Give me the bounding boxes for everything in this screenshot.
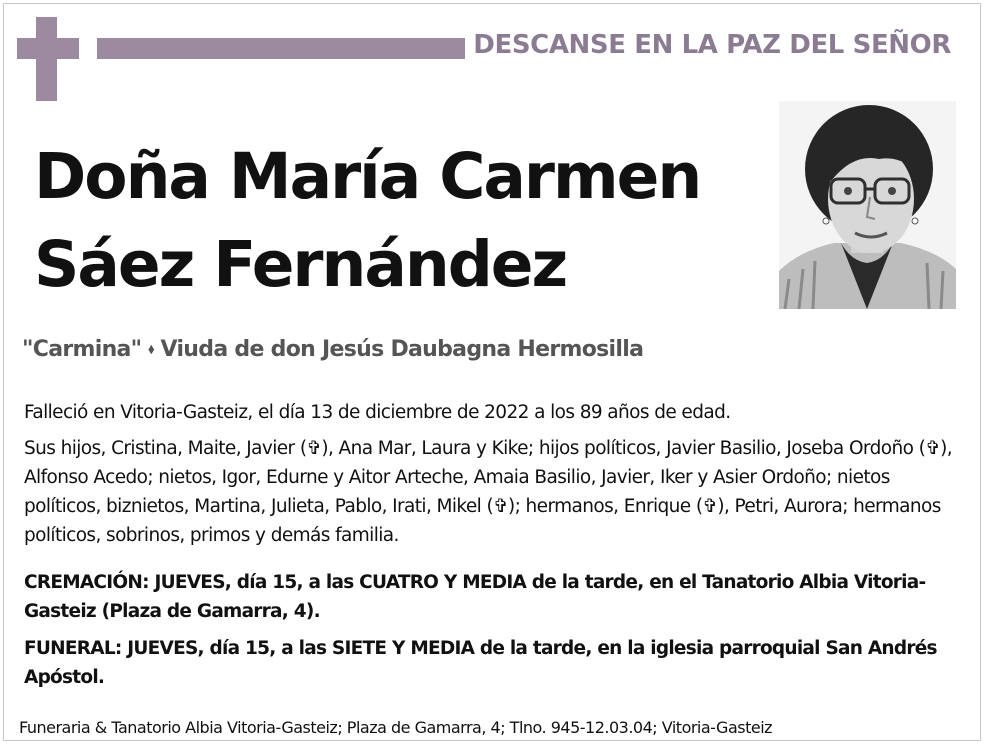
footer-funeral-home: Funeraria & Tanatorio Albia Vitoria-Gasteiz; Plaza de Gamarra, 4; Tlno. 945-12.03.04; Vitoria-Gasteiz: [19, 718, 773, 737]
header-decorative-bar: [97, 38, 465, 59]
nickname: "Carmina": [22, 337, 142, 362]
funeral-info: FUNERAL: JUEVES, día 15, a las SIETE Y MEDIA de la tarde, en la iglesia parroquial San Andrés Apóstol.: [24, 638, 937, 688]
family-list: Sus hijos, Cristina, Maite, Javier (✞), Ana Mar, Laura y Kike; hijos políticos, Javier Basilio, Joseba Ordoño (✞), Alfonso Acedo; nietos, Igor, Edurne y Aitor Arteche, Amaia Basilio, Javier, Iker y Asier Ordoño; nietos políticos, biznietos, Martina, Julieta, Pablo, Irati, Mikel (✞); hermanos, Enrique (✞), Petri, Aurora; hermanos políticos, sobrinos, primos y demás familia.: [24, 438, 952, 546]
header-title: DESCANSE EN LA PAZ DEL SEÑOR: [473, 30, 951, 60]
name-line-2: Sáez Fernández: [34, 228, 567, 301]
cremation-info: CREMACIÓN: JUEVES, día 15, a las CUATRO Y MEDIA de la tarde, en el Tanatorio Albia Vitoria-Gasteiz (Plaza de Gamarra, 4).: [24, 572, 926, 622]
deceased-name: [34, 133, 700, 309]
portrait-photo: [779, 101, 956, 309]
subtitle: [22, 337, 643, 362]
diamond-separator-icon: ⬧: [148, 342, 154, 357]
name-line-1: Doña María Carmen: [34, 140, 701, 213]
death-notice: Falleció en Vitoria-Gasteiz, el día 13 de diciembre de 2022 a los 89 años de edad.: [24, 402, 731, 423]
spouse-note: Viuda de don Jesús Daubagna Hermosilla: [160, 337, 644, 362]
